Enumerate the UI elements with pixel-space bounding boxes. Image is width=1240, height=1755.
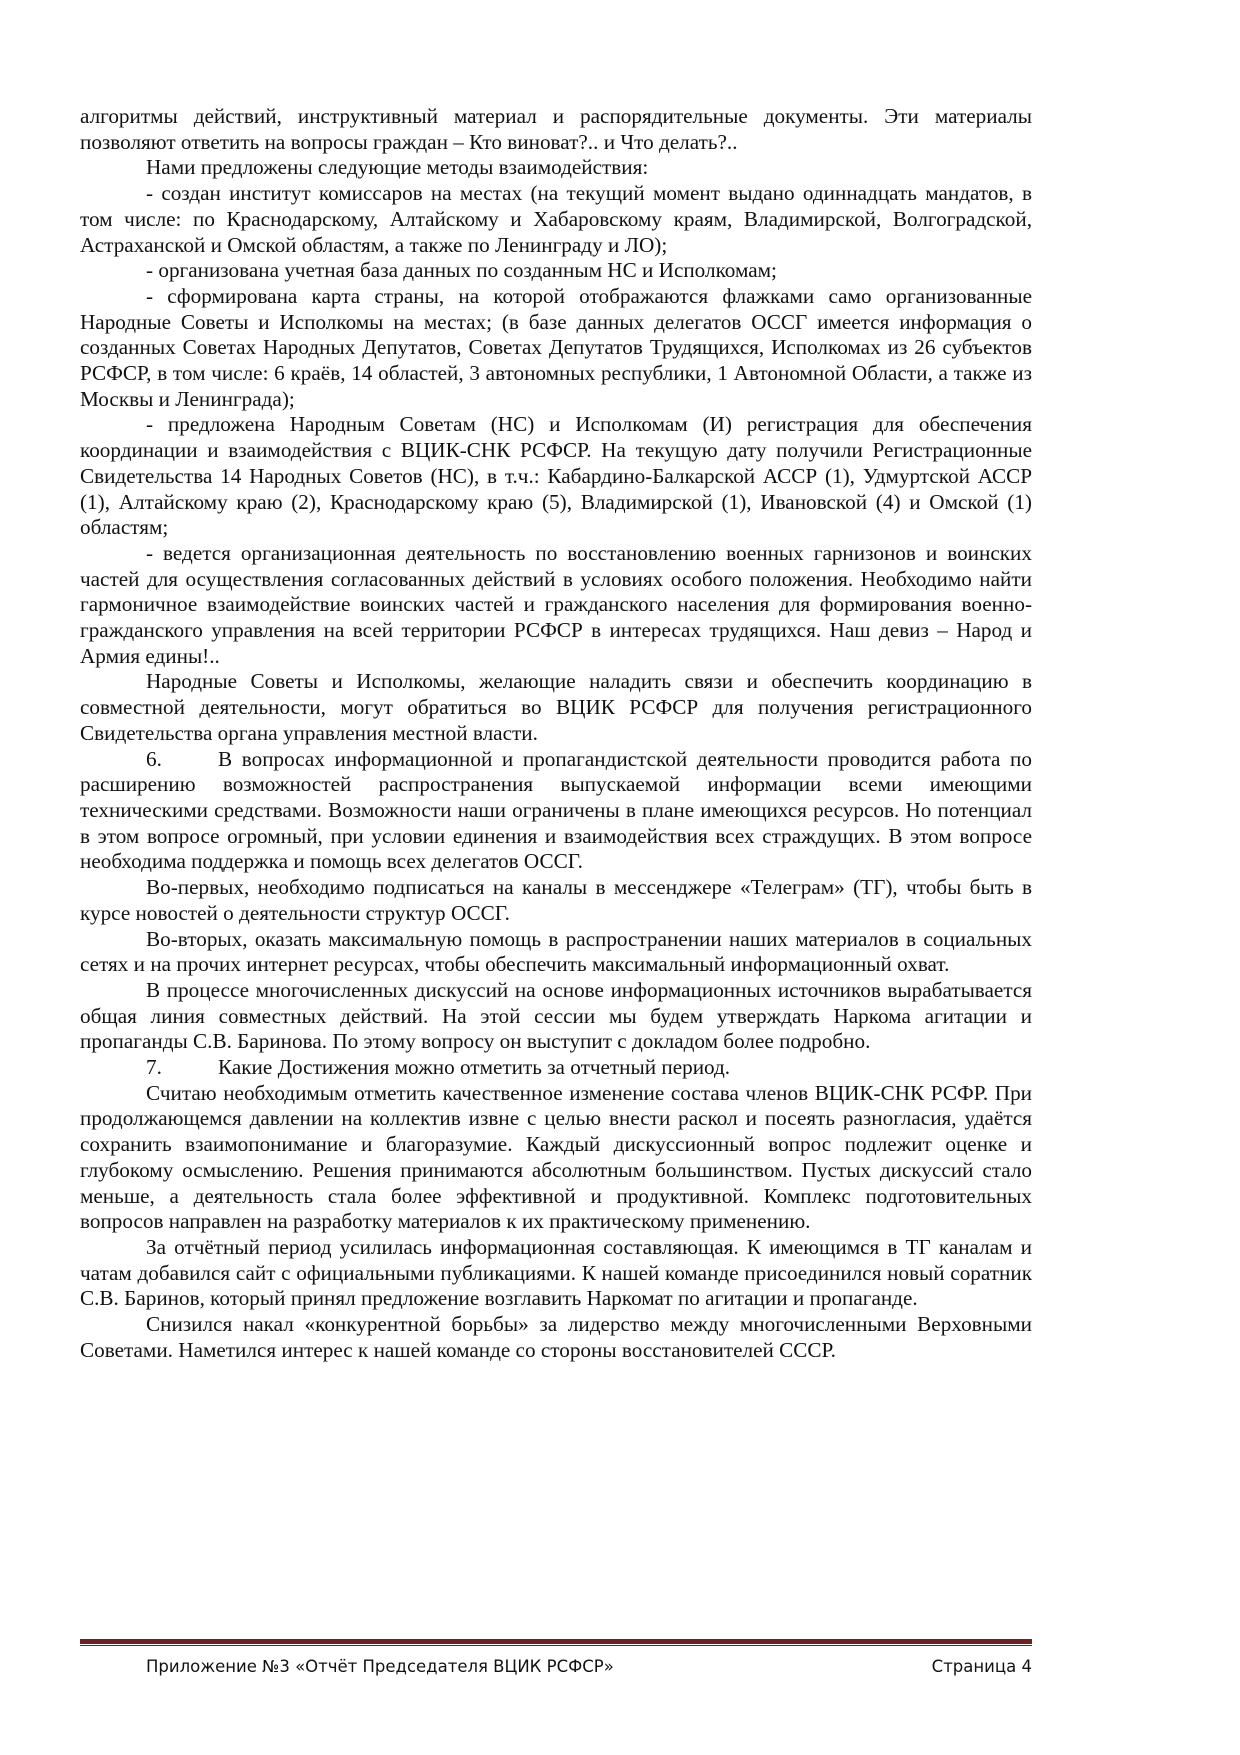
paragraph: Во-вторых, оказать максимальную помощь в распространении наших материалов в социальных сетях и на прочих интернет ресурсах, чтобы обеспечить максимальный информационный охват. [80, 926, 1032, 977]
paragraph: В процессе многочисленных дискуссий на основе информационных источников вырабатывается общая линия совместных действий. На этой сессии мы будем утверждать Наркома агитации и пропаганды С.В. Баринова. По этому вопросу он выступит с докладом более подробно. [80, 977, 1032, 1054]
paragraph: Народные Советы и Исполкомы, желающие наладить связи и обеспечить координацию в совместной деятельности, могут обратиться во ВЦИК РСФСР для получения регистрационного Свидетельства органа управления местной власти. [80, 669, 1032, 745]
section-text: Какие Достижения можно отметить за отчетный период. [218, 1055, 731, 1080]
section-number: 7. [146, 1055, 162, 1080]
paragraph: Нами предложены следующие методы взаимодействия: [146, 155, 649, 180]
list-item: - организована учетная база данных по созданным НС и Исполкомам; [146, 258, 777, 283]
footer-title: Приложение №3 «Отчёт Председателя ВЦИК РСФСР» [146, 1657, 614, 1676]
page-number: Страница 4 [931, 1657, 1032, 1676]
paragraph: Считаю необходимым отметить качественное изменение состава членов ВЦИК-СНК РСФР. При продолжающемся давлении на коллектив извне с целью внести раскол и посеять разногласия, удаётся сохранить взаимопонимание и благоразумие. Каждый дискуссионный вопрос подлежит оценке и глубокому осмыслению. Решения принимаются абсолютным большинством. Пустых дискуссий стало меньше, а деятельность стала более эффективной и продуктивной. Комплекс подготовительных вопросов направлен на разработку материалов к их практическому применению. [80, 1080, 1032, 1234]
section-number: 6. [146, 746, 162, 771]
list-item: - предложена Народным Советам (НС) и Исполкомам (И) регистрация для обеспечения координации и взаимодействия с ВЦИК-СНК РСФСР. На текущую дату получили Регистрационные Свидетельства 14 Народных Советов (НС), в т.ч.: Кабардино-Балкарской АССР (1), Удмуртской АССР (1), Алтайскому краю (2), Краснодарскому краю (5), Владимирской (1), Ивановской (4) и Омской (1) областям; [80, 412, 1032, 540]
list-item: - ведется организационная деятельность по восстановлению военных гарнизонов и воинских частей для осуществления согласованных действий в условиях особого положения. Необходимо найти гармоничное взаимодействие воинских частей и гражданского населения для формирования военно-гражданского управления на всей территории РСФСР в интересах трудящихся. Наш девиз – Народ и Армия едины!.. [80, 540, 1032, 668]
footer-divider-thin [80, 1645, 1032, 1646]
paragraph: алгоритмы действий, инструктивный материал и распорядительные документы. Эти материалы позволяют ответить на вопросы граждан – Кто виноват?.. и Что делать?.. [80, 104, 1032, 154]
section-text: В вопросах информационной и пропагандистской деятельности проводится работа по расширению возможностей распространения выпускаемой информации всеми имеющими техническими средствами. Возможности наши ограничены в плане имеющихся ресурсов. Но потенциал в этом вопросе огромный, при условии единения и взаимодействия всех страждущих. В этом вопросе необходима поддержка и помощь всех делегатов ОССГ. [80, 746, 1032, 874]
footer-divider [80, 1639, 1032, 1647]
list-item: - сформирована карта страны, на которой отображаются флажками само организованные Народные Советы и Исполкомы на местах; (в базе данных делегатов ОССГ имеется информация о созданных Советах Народных Депутатов, Советах Депутатов Трудящихся, Исполкомах из 26 субъектов РСФСР, в том числе: 6 краёв, 14 областей, 3 автономных республики, 1 Автономной Области, а также из Москвы и Ленинграда); [80, 283, 1032, 411]
document-body [80, 104, 1032, 1363]
numbered-section-6 [80, 747, 1032, 876]
paragraph: За отчётный период усилилась информационная составляющая. К имеющимся в ТГ каналам и чатам добавился сайт с официальными публикациями. К нашей команде присоединился новый соратник С.В. Баринов, который принял предложение возглавить Наркомат по агитации и пропаганде. [80, 1234, 1032, 1311]
paragraph: Во-первых, необходимо подписаться на каналы в мессенджере «Телеграм» (ТГ), чтобы быть в курсе новостей о деятельности структур ОССГ. [80, 875, 1032, 925]
list-item: - создан институт комиссаров на местах (на текущий момент выдано одиннадцать мандатов, в том числе: по Краснодарскому, Алтайскому и Хабаровскому краям, Владимирской, Волгоградской, Астраханской и Омской областям, а также по Ленинграду и ЛО); [80, 181, 1032, 257]
page-footer [80, 1657, 1032, 1683]
paragraph: Снизился накал «конкурентной борьбы» за лидерство между многочисленными Верховными Советами. Наметился интерес к нашей команде со стороны восстановителей СССР. [80, 1312, 1032, 1362]
numbered-section-7 [80, 1055, 1032, 1081]
